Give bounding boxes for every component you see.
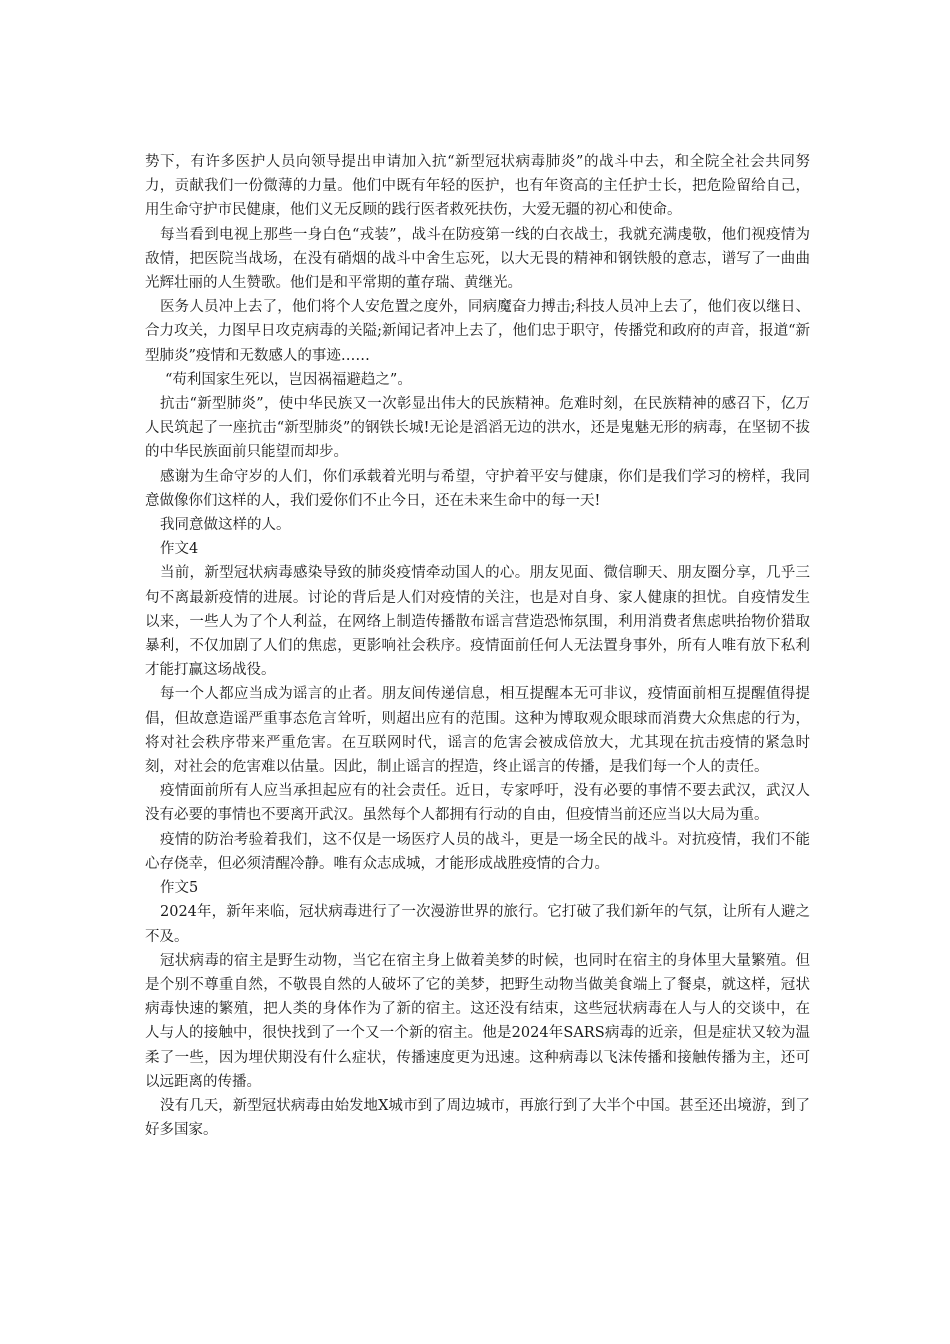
section-heading-essay-4: 作文4 (160, 541, 199, 558)
document-body (145, 150, 810, 1142)
paragraph: 疫情面前所有人应当承担起应有的社会责任。近日，专家呼吁，没有必要的事情不要去武汉，武汉人没有必要的事情也不要离开武汉。虽然每个人都拥有行动的自由，但疫情当前还应当以大局为重。 (145, 783, 810, 824)
paragraph: 当前，新型冠状病毒感染导致的肺炎疫情牵动国人的心。朋友见面、微信聊天、朋友圈分享，几乎三句不离最新疫情的进展。讨论的背后是人们对疫情的关注，也是对自身、家人健康的担忧。自疫情发生以来，一些人为了个人利益，在网络上制造传播散布谣言营造恐怖氛围，利用消费者焦虑哄抬物价猎取暴利，不仅加剧了人们的焦虑，更影响社会秩序。疫情面前任何人无法置身事外，所有人唯有放下私利才能打赢这场战役。 (145, 565, 810, 679)
section-heading-essay-5: 作文5 (160, 880, 199, 897)
paragraph: 每一个人都应当成为谣言的止者。朋友间传递信息，相互提醒本无可非议，疫情面前相互提醒值得提倡，但故意造谣严重事态危言耸听，则超出应有的范围。这种为博取观众眼球而消费大众焦虑的行为，将对社会秩序带来严重危害。在互联网时代，谣言的危害会被成倍放大，尤其现在抗击疫情的紧急时刻，对社会的危害难以估量。因此，制止谣言的捏造，终止谣言的传播，是我们每一个人的责任。 (145, 686, 810, 776)
paragraph: 没有几天，新型冠状病毒由始发地X城市到了周边城市，再旅行到了大半个中国。甚至还出境游，到了好多国家。 (145, 1097, 810, 1139)
paragraph: 医务人员冲上去了，他们将个人安危置之度外，同病魔奋力搏击;科技人员冲上去了，他们夜以继日、合力攻关，力图早日攻克病毒的关隘;新闻记者冲上去了，他们忠于职守，传播党和政府的声音，报道“新型肺炎”疫情和无数感人的事迹…… (145, 299, 810, 364)
quote-line: “苟利国家生死以，岂因祸福避趋之”。 (165, 371, 412, 388)
paragraph: 势下，有许多医护人员向领导提出申请加入抗“新型冠状病毒肺炎”的战斗中去，和全院全社会共同努力，贡献我们一份微薄的力量。他们中既有年轻的医护，也有年资高的主任护士长，把危险留给自己，用生命守护市民健康，他们义无反顾的践行医者救死扶伤，大爱无疆的初心和使命。 (145, 154, 810, 219)
paragraph: 冠状病毒的宿主是野生动物，当它在宿主身上做着美梦的时候，也同时在宿主的身体里大量繁殖。但是个别不尊重自然，不敬畏自然的人破坏了它的美梦，把野生动物当做美食端上了餐桌，就这样，冠状病毒快速的繁殖，把人类的身体作为了新的宿主。这还没有结束，这些冠状病毒在人与人的交谈中，在人与人的接触中，很快找到了一个又一个新的宿主。他是2024年SARS病毒的近亲，但是症状又较为温柔了一些，因为埋伏期没有什么症状，传播速度更为迅速。这种病毒以飞沫传播和接触传播为主，还可以远距离的传播。 (145, 952, 810, 1090)
paragraph: 我同意做这样的人。 (160, 517, 291, 534)
paragraph: 每当看到电视上那些一身白色“戎装”，战斗在防疫第一线的白衣战士，我就充满虔敬，他们视疫情为敌情，把医院当战场，在没有硝烟的战斗中舍生忘死，以大无畏的精神和钢铁般的意志，谱写了一曲曲光辉壮丽的人生赞歌。他们是和平常期的董存瑞、黄继光。 (145, 226, 810, 292)
paragraph: 抗击“新型肺炎”，使中华民族又一次彰显出伟大的民族精神。危难时刻，在民族精神的感召下，亿万人民筑起了一座抗击“新型肺炎”的钢铁长城!无论是滔滔无边的洪水，还是鬼魅无形的病毒，在坚韧不拔的中华民族面前只能望而却步。 (145, 396, 810, 461)
paragraph: 感谢为生命守岁的人们，你们承载着光明与希望，守护着平安与健康，你们是我们学习的榜样，我同意做像你们这样的人，我们爱你们不止今日，还在未来生命中的每一天! (145, 468, 810, 509)
paragraph: 疫情的防治考验着我们，这不仅是一场医疗人员的战斗，更是一场全民的战斗。对抗疫情，我们不能心存侥幸，但必须清醒冷静。唯有众志成城，才能形成战胜疫情的合力。 (145, 831, 810, 872)
paragraph: 2024年，新年来临，冠状病毒进行了一次漫游世界的旅行。它打破了我们新年的气氛，让所有人避之不及。 (145, 904, 810, 945)
